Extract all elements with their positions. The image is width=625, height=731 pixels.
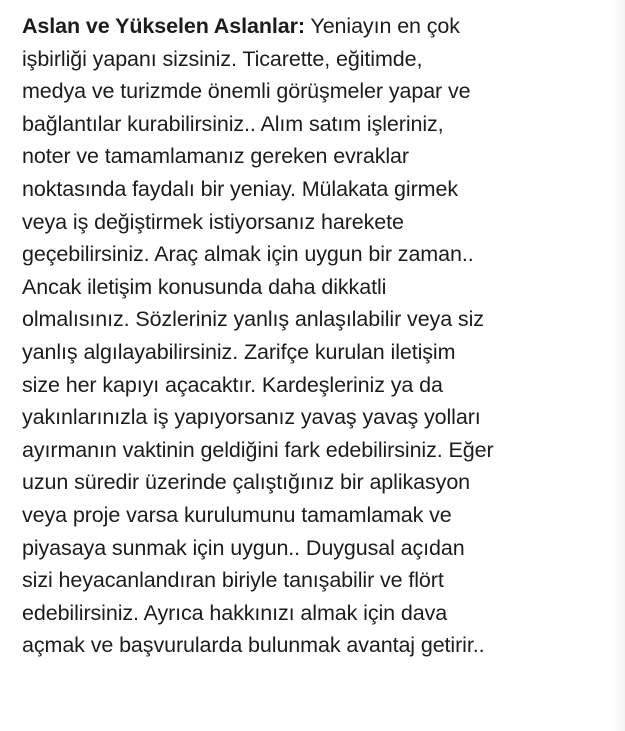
horoscope-post-text <box>22 10 614 662</box>
body-line-19: edebilirsiniz. Ayrıca hakkınızı almak için dava <box>22 600 448 625</box>
body-line-16: veya proje varsa kurulumunu tamamlamak ve <box>22 502 452 527</box>
body-line-4: bağlantılar kurabilirsiniz.. Alım satım işleriniz, <box>22 111 444 136</box>
body-line-14: ayırmanın vaktinin geldiğini fark edebilirsiniz. Eğer <box>22 437 494 462</box>
body-line-1: Yeniayın en çok <box>310 14 460 38</box>
body-line-5: noter ve tamamlamanız gereken evraklar <box>22 144 409 169</box>
body-line-6: noktasında faydalı bir yeniay. Mülakata girmek <box>22 176 458 201</box>
body-line-9: Ancak iletişim konusunda daha dikkatli <box>22 274 387 299</box>
body-line-13: yakınlarınızla iş yapıyorsanız yavaş yavaş yolları <box>22 405 481 430</box>
body-line-7: veya iş değiştirmek istiyorsanız harekete <box>22 209 404 234</box>
right-edge-shade <box>611 0 625 731</box>
body-line-8: geçebilirsiniz. Araç almak için uygun bir zaman.. <box>22 242 474 267</box>
body-line-20: açmak ve başvurularda bulunmak avantaj getirir.. <box>22 633 485 658</box>
first-line <box>22 10 614 43</box>
body-line-10: olmalısınız. Sözleriniz yanlış anlaşılabilir veya siz <box>22 307 484 332</box>
body-line-2: işbirliği yapanı sizsiniz. Ticarette, eğitimde, <box>22 46 423 71</box>
body-line-11: yanlış algılayabilirsiniz. Zarifçe kurulan iletişim <box>22 339 456 364</box>
body-line-17: piyasaya sunmak için uygun.. Duygusal açıdan <box>22 535 465 560</box>
body-line-15: uzun süredir üzerinde çalıştığınız bir aplikasyon <box>22 470 471 495</box>
body-line-18: sizi heyacanlandıran biriyle tanışabilir ve flört <box>22 568 444 593</box>
body-line-3: medya ve turizmde önemli görüşmeler yapar ve <box>22 79 471 104</box>
body-line-12: size her kapıyı açacaktır. Kardeşleriniz ya da <box>22 372 443 397</box>
sign-heading: Aslan ve Yükselen Aslanlar: <box>22 14 305 38</box>
